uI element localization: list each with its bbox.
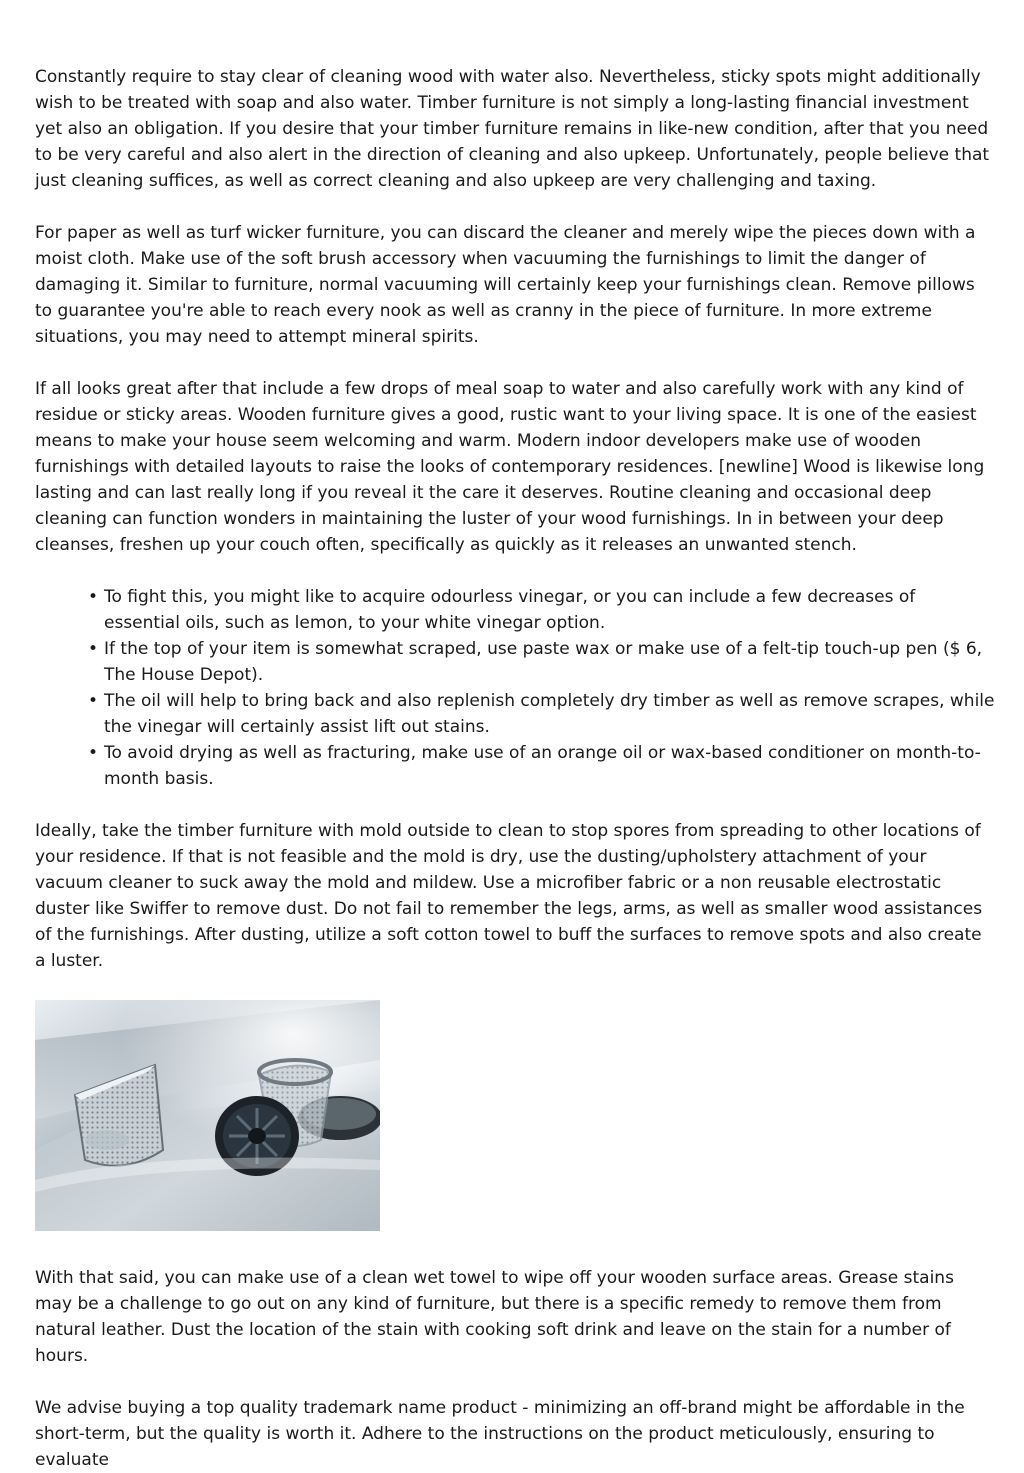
bullet-item: • The oil will help to bring back and also replenish completely dry timber as well as remove scrapes, while the vinegar will certainly assist lift out stains. [104,688,995,740]
paragraph: Ideally, take the timber furniture with mold outside to clean to stop spores from spreading to other locations of your residence. If that is not feasible and the mold is dry, use the dusting/upholstery attachment of your vacuum cleaner to suck away the mold and mildew. Use a microfiber fabric or a non reusable electrostatic duster like Swiffer to remove dust. Do not fail to remember the legs, arms, as well as smaller wood assistances of the furnishings. After dusting, utilize a soft cotton towel to buff the surfaces to remove spots and also create a luster. [35,821,983,971]
bullet-list [35,584,995,792]
bullet-item: • To fight this, you might like to acquire odourless vinegar, or you can include a few decreases of essential oils, such as lemon, to your white vinegar option. [104,584,995,636]
paragraph: Constantly require to stay clear of cleaning wood with water also. Nevertheless, sticky spots might additionally wish to be treated with soap and also water. Timber furniture is not simply a long-lasting financial investment yet also an obligation. If you desire that your timber furniture remains in like-new condition, after that you need to be very careful and also alert in the direction of cleaning and also upkeep. Unfortunately, people believe that just cleaning suffices, as well as correct cleaning and also upkeep are very challenging and taxing. [35,67,990,191]
bullet-item: • If the top of your item is somewhat scraped, use paste wax or make use of a felt-tip touch-up pen ($ 6, The House Depot). [104,636,995,688]
sink-strainer-photo [35,1000,380,1231]
paragraph: With that said, you can make use of a clean wet towel to wipe off your wooden surface areas. Grease stains may be a challenge to go out on any kind of furniture, but there is a specific remedy to remove them from natural leather. Dust the location of the stain with cooking soft drink and leave on the stain for a number of hours. [35,1268,954,1366]
paragraph: If all looks great after that include a few drops of meal soap to water and also carefully work with any kind of residue or sticky areas. Wooden furniture gives a good, rustic want to your living space. It is one of the easiest means to make your house seem welcoming and warm. Modern indoor developers make use of wooden furnishings with detailed layouts to raise the looks of contemporary residences. [newline] Wood is likewise long lasting and can last really long if you reveal it the care it deserves. Routine cleaning and occasional deep cleaning can function wonders in maintaining the luster of your wood furnishings. In in between your deep cleanses, freshen up your couch often, specifically as quickly as it releases an unwanted stench. [35,379,985,555]
paragraph: For paper as well as turf wicker furniture, you can discard the cleaner and merely wipe the pieces down with a moist cloth. Make use of the soft brush accessory when vacuuming the furnishings to limit the danger of damaging it. Similar to furniture, normal vacuuming will certainly keep your furnishings clean. Remove pillows to guarantee you're able to reach every nook as well as cranny in the piece of furniture. In more extreme situations, you may need to attempt mineral spirits. [35,223,976,347]
paragraph: We advise buying a top quality trademark name product - minimizing an off-brand might be affordable in the short-term, but the quality is worth it. Adhere to the instructions on the product meticulously, ensuring to evaluate [35,1398,965,1470]
bullet-item: • To avoid drying as well as fracturing, make use of an orange oil or wax-based conditioner on month-to-month basis. [104,740,995,792]
